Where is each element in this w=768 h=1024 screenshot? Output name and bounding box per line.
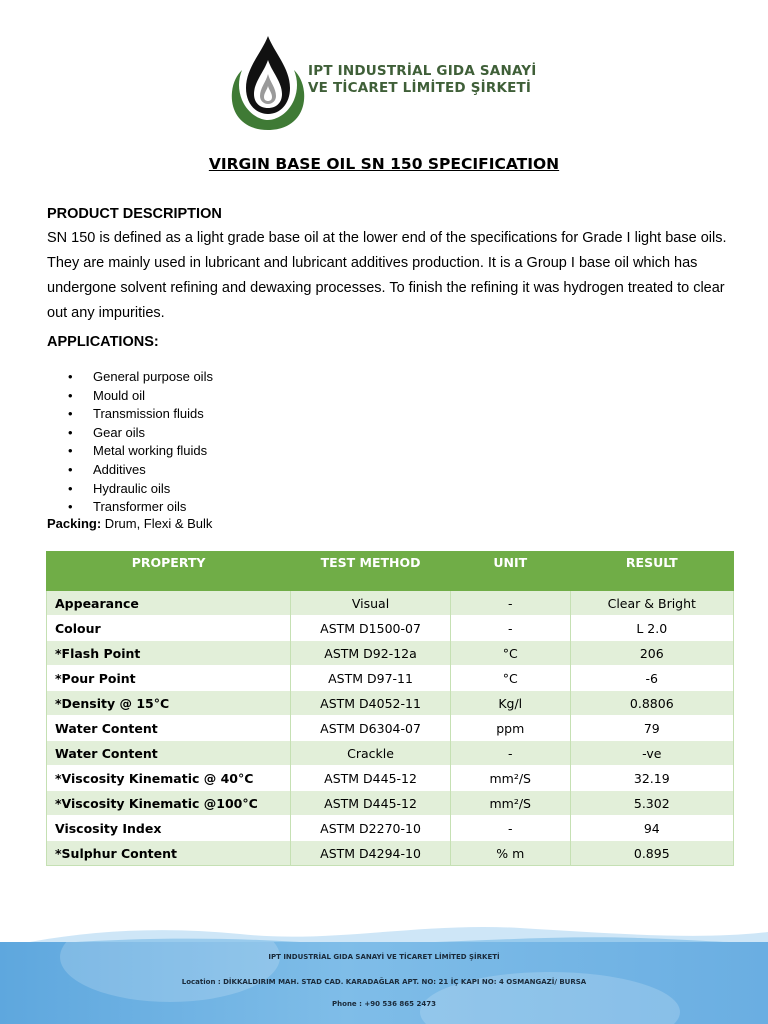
table-row <box>47 816 734 841</box>
cell-result: -6 <box>570 666 733 691</box>
cell-property: *Flash Point <box>47 641 291 666</box>
cell-property: *Pour Point <box>47 666 291 691</box>
cell-result: 79 <box>570 716 733 741</box>
cell-property: *Viscosity Kinematic @ 40°C <box>47 766 291 791</box>
page-footer <box>0 942 768 1024</box>
cell-unit: % m <box>450 841 570 866</box>
cell-result: 0.895 <box>570 841 733 866</box>
specification-table <box>46 551 734 866</box>
application-item: • Mould oil <box>68 387 213 406</box>
packing-value: Drum, Flexi & Bulk <box>101 516 213 531</box>
cell-property: Water Content <box>47 716 291 741</box>
column-header-property: PROPERTY <box>47 552 291 591</box>
application-item: • Transformer oils <box>68 498 213 517</box>
packing-info <box>47 516 212 531</box>
cell-unit: - <box>450 816 570 841</box>
cell-property: *Density @ 15°C <box>47 691 291 716</box>
product-description <box>47 226 747 326</box>
oil-drop-logo-icon <box>228 30 308 140</box>
cell-result: 32.19 <box>570 766 733 791</box>
table-row <box>47 591 734 616</box>
cell-unit: mm²/S <box>450 766 570 791</box>
cell-test-method: ASTM D445-12 <box>291 791 451 816</box>
company-name-line1: IPT INDUSTRİAL GIDA SANAYİ <box>308 63 537 79</box>
table-row <box>47 691 734 716</box>
application-item: • General purpose oils <box>68 368 213 387</box>
table-row <box>47 841 734 866</box>
cell-test-method: ASTM D97-11 <box>291 666 451 691</box>
cell-unit: - <box>450 741 570 766</box>
application-item: • Metal working fluids <box>68 442 213 461</box>
cell-result: L 2.0 <box>570 616 733 641</box>
table-row <box>47 666 734 691</box>
application-item: • Transmission fluids <box>68 405 213 424</box>
cell-unit: ppm <box>450 716 570 741</box>
table-row <box>47 741 734 766</box>
footer-location: Location : DİKKALDIRIM MAH. STAD CAD. KARADAĞLAR APT. NO: 21 İÇ KAPI NO: 4 OSMANGAZİ/ BURSA <box>181 978 587 986</box>
table-row <box>47 766 734 791</box>
column-header-unit: UNIT <box>450 552 570 591</box>
table-row <box>47 791 734 816</box>
table-row <box>47 616 734 641</box>
application-item: • Additives <box>68 461 213 480</box>
applications-heading: APPLICATIONS: <box>47 334 159 350</box>
cell-result: 206 <box>570 641 733 666</box>
cell-unit: mm²/S <box>450 791 570 816</box>
packing-label: Packing: <box>47 516 102 531</box>
cell-test-method: Visual <box>291 591 451 616</box>
cell-property: Viscosity Index <box>47 816 291 841</box>
cell-property: *Sulphur Content <box>47 841 291 866</box>
specification-table-body <box>47 591 734 866</box>
cell-test-method: ASTM D2270-10 <box>291 816 451 841</box>
product-description-heading: PRODUCT DESCRIPTION <box>47 206 222 222</box>
cell-unit: - <box>450 591 570 616</box>
table-header-row <box>47 552 734 591</box>
table-row <box>47 641 734 666</box>
application-item: • Gear oils <box>68 424 213 443</box>
applications-list <box>68 368 213 517</box>
cell-result: -ve <box>570 741 733 766</box>
company-logo <box>228 30 548 140</box>
cell-test-method: ASTM D6304-07 <box>291 716 451 741</box>
cell-unit: °C <box>450 666 570 691</box>
document-title: VIRGIN BASE OIL SN 150 SPECIFICATION <box>208 155 560 173</box>
cell-result: 0.8806 <box>570 691 733 716</box>
cell-result: 94 <box>570 816 733 841</box>
cell-test-method: ASTM D1500-07 <box>291 616 451 641</box>
application-item: • Hydraulic oils <box>68 480 213 499</box>
cell-unit: Kg/l <box>450 691 570 716</box>
cell-property: Water Content <box>47 741 291 766</box>
company-name-line2: VE TİCARET LİMİTED ŞİRKETİ <box>308 80 532 96</box>
cell-test-method: ASTM D445-12 <box>291 766 451 791</box>
cell-property: Colour <box>47 616 291 641</box>
company-name <box>308 63 537 97</box>
column-header-result: RESULT <box>570 552 733 591</box>
cell-test-method: Crackle <box>291 741 451 766</box>
product-description-text: SN 150 is defined as a light grade base oil at the lower end of the specifications for Grade I light base oils. They are mainly used in lubricant and lubricant additives production. It is a Group I base oil which has undergone solvent refining and dewaxing processes. To finish the refining it was hydrogen treated to clear out any impurities. <box>47 230 727 321</box>
footer-cloud-decoration <box>60 942 280 1002</box>
column-header-test-method: TEST METHOD <box>291 552 451 591</box>
cell-result: Clear & Bright <box>570 591 733 616</box>
cell-property: *Viscosity Kinematic @100°C <box>47 791 291 816</box>
table-row <box>47 716 734 741</box>
cell-unit: °C <box>450 641 570 666</box>
cell-test-method: ASTM D4052-11 <box>291 691 451 716</box>
footer-company: IPT INDUSTRİAL GIDA SANAYİ VE TİCARET LİMİTED ŞİRKETİ <box>268 953 500 961</box>
cell-test-method: ASTM D4294-10 <box>291 841 451 866</box>
footer-phone: Phone : +90 536 865 2473 <box>332 1000 436 1008</box>
cell-test-method: ASTM D92-12a <box>291 641 451 666</box>
cell-result: 5.302 <box>570 791 733 816</box>
cell-unit: - <box>450 616 570 641</box>
cell-property: Appearance <box>47 591 291 616</box>
